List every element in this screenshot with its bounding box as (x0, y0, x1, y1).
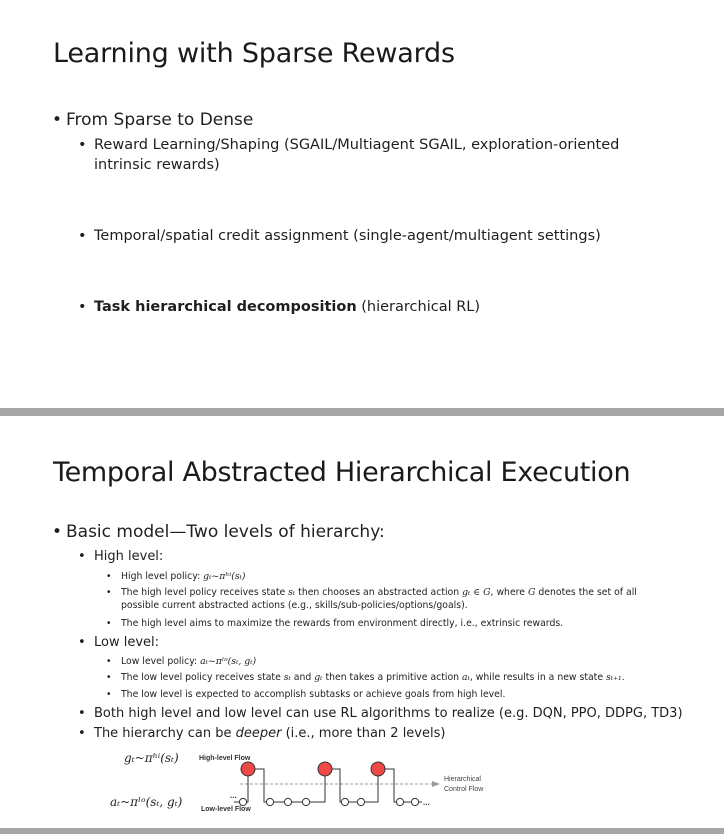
control-flow-label: Control Flow (444, 786, 484, 793)
bullet-dot: • (106, 656, 112, 667)
low-level-node (239, 798, 246, 805)
text: then chooses an abstracted action (295, 587, 463, 598)
bullet-dot: • (106, 587, 112, 598)
text: The high level policy receives state (121, 587, 289, 598)
math-expression: G (527, 587, 536, 598)
slide-separator (0, 828, 724, 834)
bullet-dot: • (52, 522, 63, 542)
text: (i.e., more than 2 levels) (281, 726, 446, 741)
sub-bullet-reward-learning-cont: intrinsic rewards) (94, 157, 220, 173)
high-level-heading: High level: (94, 549, 164, 564)
math-expression: gₜ (314, 672, 323, 683)
math-expression: sₜ (288, 587, 296, 598)
slide-title: Temporal Abstracted Hierarchical Execution (53, 457, 631, 488)
ellipsis-end: ... (423, 798, 430, 807)
high-level-aims: The high level aims to maximize the rewards from environment directly, i.e., extrinsic rewards. (121, 618, 564, 629)
bullet-from-sparse-to-dense: From Sparse to Dense (66, 110, 254, 130)
emphasis-text: Task hierarchical decomposition (94, 299, 357, 315)
bullet-dot: • (106, 571, 112, 582)
label-text: High level policy: (121, 571, 204, 582)
text: then takes a primitive action (322, 672, 463, 683)
bullet-dot: • (78, 635, 86, 650)
plain-text: (hierarchical RL) (356, 299, 481, 315)
sub-bullet-credit-assignment: Temporal/spatial credit assignment (single-agent/multiagent settings) (94, 228, 601, 244)
math-expression: sₜ (283, 672, 291, 683)
bullet-dot: • (78, 706, 86, 721)
emphasis-text: deeper (235, 726, 282, 741)
bullet-dot: • (78, 549, 86, 564)
low-level-node (266, 798, 273, 805)
math-expression: aₜ~πˡᵒ(sₜ, gₜ) (200, 656, 257, 667)
slide-title: Learning with Sparse Rewards (53, 38, 455, 69)
text: The low level policy receives state (121, 672, 284, 683)
label-text: Low level policy: (121, 656, 201, 667)
math-expression: sₜ₊₁ (606, 672, 622, 683)
sub-bullet-reward-learning: Reward Learning/Shaping (SGAIL/Multiagent SGAIL, exploration-oriented (94, 137, 620, 153)
flow-segment (325, 769, 378, 802)
high-level-equation: gₜ~πʰⁱ(sₜ) (124, 751, 179, 765)
low-level-node (302, 798, 309, 805)
bullet-basic-model: Basic model—Two levels of hierarchy: (66, 522, 385, 542)
bullet-dot: • (106, 672, 112, 683)
ellipsis-start: ... (230, 791, 237, 800)
bullet-dot: • (106, 618, 112, 629)
bullet-dot: • (78, 228, 87, 244)
low-level-flow-label: Low-level Flow (201, 806, 251, 813)
bullet-dot: • (78, 299, 87, 315)
control-flow-label: Hierarchical (444, 776, 481, 783)
math-expression: gₜ ∈ G (462, 587, 491, 598)
low-level-expected: The low level is expected to accomplish subtasks or achieve goals from high level. (121, 689, 506, 700)
low-level-node (341, 798, 348, 805)
text: . (621, 672, 625, 683)
text: denotes the set of all (535, 587, 637, 598)
high-level-flow-label: High-level Flow (199, 755, 251, 762)
high-level-node (318, 762, 332, 776)
text: and (290, 672, 315, 683)
low-level-node (396, 798, 403, 805)
bullet-rl-algorithms: Both high level and low level can use RL algorithms to realize (e.g. DQN, PPO, DDPG, TD3) (94, 706, 683, 721)
flow-segment (248, 769, 325, 802)
flow-segment (378, 769, 422, 802)
low-level-equation: aₜ~πˡᵒ(sₜ, gₜ) (110, 795, 183, 809)
text: , where (490, 587, 528, 598)
low-level-node (357, 798, 364, 805)
text: , while results in a new state (469, 672, 606, 683)
math-expression: gₜ~πʰⁱ(sₜ) (203, 571, 246, 582)
high-level-node (241, 762, 255, 776)
bullet-dot: • (106, 689, 112, 700)
text: The hierarchy can be (94, 726, 236, 741)
high-level-receives-cont: possible current abstracted actions (e.g., skills/sub-policies/options/goals). (121, 600, 468, 611)
bullet-dot: • (52, 110, 63, 130)
low-level-node (411, 798, 418, 805)
bullet-dot: • (78, 137, 87, 153)
low-level-node (284, 798, 291, 805)
high-level-node (371, 762, 385, 776)
math-expression: aₜ (462, 672, 470, 683)
low-level-heading: Low level: (94, 635, 160, 650)
arrow-head-icon (432, 781, 440, 787)
bullet-dot: • (78, 726, 86, 741)
